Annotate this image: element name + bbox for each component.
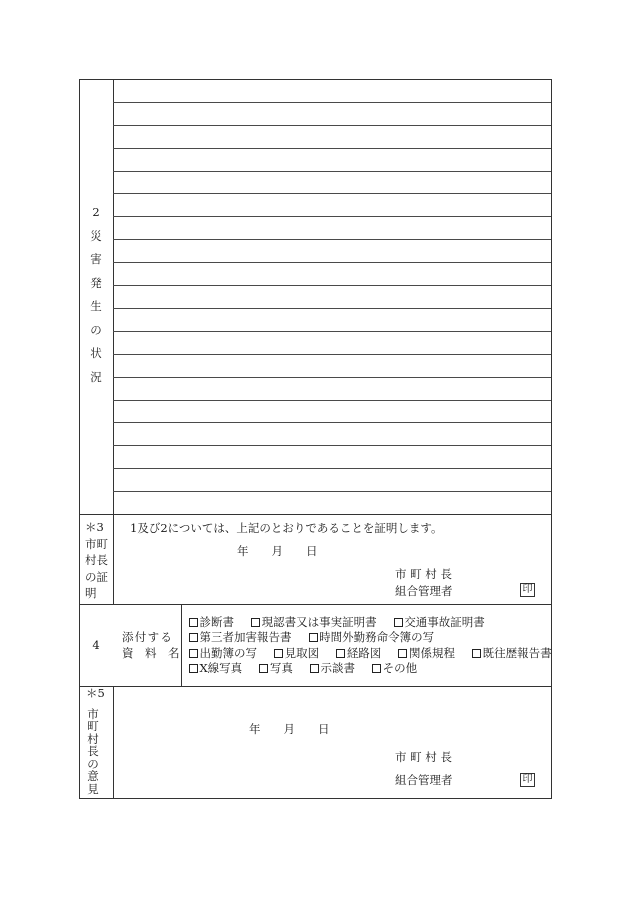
section5-label-char: 長 — [87, 744, 99, 758]
section2-label-char: 災 — [90, 228, 102, 243]
section3-label-line: 明 — [85, 586, 97, 600]
section2-label-char: 状 — [90, 346, 102, 360]
signer-title-union-manager: 組合管理者 — [395, 772, 453, 787]
writing-line — [113, 148, 551, 149]
checkbox-icon — [274, 649, 283, 658]
section3-label-line: 市町 — [85, 536, 108, 551]
checkbox-icon — [189, 664, 198, 673]
attachment-label: 現認書又は事実証明書 — [261, 614, 377, 629]
attachment-option — [250, 615, 377, 631]
attachment-option — [188, 615, 234, 631]
writing-line — [113, 491, 551, 492]
checkbox-icon — [310, 664, 319, 673]
attachment-label: 既往歴報告書 — [482, 645, 552, 660]
checkbox-icon — [372, 664, 381, 673]
attachment-option — [188, 630, 292, 646]
section5-label-char: 意 — [87, 769, 99, 783]
attachment-option — [471, 646, 552, 662]
attachment-label: 経路図 — [346, 645, 382, 660]
attachment-row — [188, 615, 552, 631]
section4-number: 4 — [92, 637, 100, 652]
section5-number: ＊5 — [86, 685, 105, 700]
section2-label-char: の — [90, 322, 102, 337]
signer-title-union-manager: 組合管理者 — [395, 583, 453, 598]
section3-label-line: の証 — [85, 569, 108, 584]
attachment-label: 出勤簿の写 — [199, 645, 257, 660]
attachment-option — [188, 646, 257, 662]
row-divider — [79, 604, 552, 605]
writing-line — [113, 171, 551, 172]
row-divider — [79, 686, 552, 687]
attachment-option — [371, 661, 417, 677]
attachment-option — [397, 646, 455, 662]
certification-date: 年 月 日 — [237, 543, 318, 558]
section4-label-line: 添付する — [122, 629, 174, 644]
attachment-label: 交通事故証明書 — [404, 614, 485, 629]
column-divider — [113, 79, 114, 604]
seal-mark: 印 — [520, 583, 535, 597]
attachment-option — [335, 646, 381, 662]
section2-label — [79, 201, 113, 389]
section5-label-char: 町 — [87, 719, 99, 733]
writing-line — [113, 262, 551, 263]
attachment-option — [188, 661, 242, 677]
writing-line — [113, 422, 551, 423]
section2-label-char: 害 — [90, 252, 102, 266]
writing-line — [113, 102, 551, 103]
form-table-border — [79, 79, 552, 799]
section5-label — [79, 708, 107, 796]
checkbox-icon — [398, 649, 407, 658]
writing-line — [113, 285, 551, 286]
writing-line — [113, 239, 551, 240]
column-divider — [113, 686, 114, 798]
certification-statement: 1及び2については、上記のとおりであることを証明します。 — [130, 520, 443, 535]
writing-line — [113, 445, 551, 446]
section4-label-line: 資 料 名 — [122, 645, 180, 660]
attachment-label: 写真 — [269, 661, 293, 675]
column-divider — [181, 604, 182, 686]
writing-line — [113, 308, 551, 309]
signer-title-mayor: 市 町 村 長 — [395, 749, 452, 764]
attachment-label: X線写真 — [199, 661, 243, 675]
attachment-label: 見取図 — [284, 645, 320, 660]
section3-label-line: 村長 — [85, 553, 108, 567]
attachment-label: その他 — [382, 661, 418, 675]
opinion-date: 年 月 日 — [249, 721, 330, 736]
section5-label-char: 市 — [87, 706, 99, 721]
checkbox-icon — [394, 618, 403, 627]
writing-line — [113, 468, 551, 469]
attachment-label: 診断書 — [199, 614, 234, 629]
attachment-label: 第三者加害報告書 — [199, 630, 292, 644]
section2-label-char: 発 — [90, 275, 102, 290]
attachment-row — [188, 661, 552, 677]
attachment-row — [188, 646, 552, 662]
attachment-option — [309, 661, 355, 677]
attachment-option — [258, 661, 293, 677]
checkbox-icon — [251, 618, 260, 627]
checkbox-icon — [309, 633, 318, 642]
section5-label-char: の — [87, 756, 99, 771]
checkbox-icon — [189, 649, 198, 658]
writing-line — [113, 377, 551, 378]
attachment-options — [188, 615, 552, 677]
writing-line — [113, 216, 551, 217]
writing-line — [113, 331, 551, 332]
section5-label-char: 村 — [87, 731, 99, 746]
attachment-label: 関係規程 — [408, 645, 455, 660]
writing-line — [113, 400, 551, 401]
signer-title-mayor: 市 町 村 長 — [395, 566, 452, 581]
seal-mark: 印 — [520, 773, 535, 787]
attachment-option — [308, 630, 435, 646]
section2-label-char: 生 — [90, 299, 102, 313]
attachment-option — [273, 646, 319, 662]
writing-line — [113, 193, 551, 194]
checkbox-icon — [336, 649, 345, 658]
checkbox-icon — [189, 618, 198, 627]
writing-line — [113, 354, 551, 355]
writing-line — [113, 125, 551, 126]
checkbox-icon — [259, 664, 268, 673]
section2-label-char: 況 — [90, 369, 102, 384]
attachment-option — [393, 615, 485, 631]
row-divider — [79, 514, 552, 515]
attachment-row — [188, 630, 552, 646]
checkbox-icon — [472, 649, 481, 658]
checkbox-icon — [189, 633, 198, 642]
section3-label — [85, 519, 108, 602]
section5-label-char: 見 — [87, 781, 99, 796]
section3-number: ＊3 — [85, 520, 104, 534]
section2-number: 2 — [92, 205, 100, 219]
attachment-label: 時間外勤務命令簿の写 — [319, 630, 435, 644]
attachment-label: 示談書 — [320, 661, 355, 675]
